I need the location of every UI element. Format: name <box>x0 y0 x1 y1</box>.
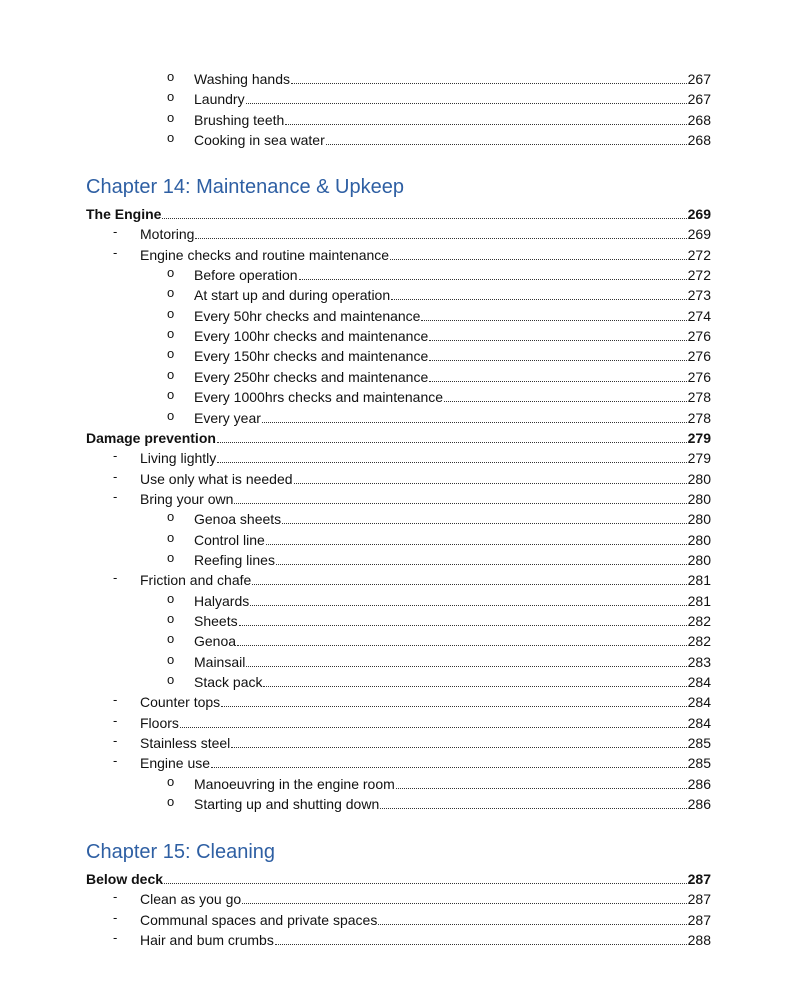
toc-entry-label: Every 50hr checks and maintenance <box>194 307 421 324</box>
toc-entry-page-number: 280 <box>687 551 711 568</box>
dot-leader <box>294 482 687 484</box>
toc-entry-page-number: 281 <box>687 572 711 589</box>
toc-entry[interactable] <box>113 243 711 263</box>
dot-leader <box>429 359 686 361</box>
toc-entry[interactable] <box>167 385 711 406</box>
hollow-bullet-icon: o <box>167 387 175 403</box>
hollow-bullet-icon: o <box>167 549 175 565</box>
toc-entry-page-number: 267 <box>687 91 711 108</box>
dot-leader <box>275 943 687 945</box>
hollow-bullet-icon: o <box>167 509 175 525</box>
toc-entry-label: Communal spaces and private spaces <box>140 911 378 928</box>
toc-entry-page-number: 273 <box>687 287 711 304</box>
toc-entry-label: Clean as you go <box>140 891 242 908</box>
dot-leader <box>195 237 686 239</box>
toc-entry[interactable] <box>167 87 711 108</box>
dot-leader <box>239 624 687 626</box>
hollow-bullet-icon: o <box>167 407 175 423</box>
dash-bullet-icon: - <box>113 733 118 749</box>
hollow-bullet-icon: o <box>167 672 175 688</box>
hollow-bullet-icon: o <box>167 631 175 647</box>
toc-entry-label: Sheets <box>194 613 238 629</box>
dot-leader <box>164 882 687 884</box>
dot-leader <box>396 787 687 789</box>
toc-entry-label: Every year <box>194 409 261 426</box>
dot-leader <box>378 923 686 925</box>
dot-leader <box>217 461 686 463</box>
hollow-bullet-icon: o <box>167 529 175 545</box>
toc-entry-label: Friction and chafe <box>140 572 252 589</box>
toc-section-entry[interactable] <box>86 867 711 887</box>
dot-leader <box>282 522 686 524</box>
toc-entry-label: Below deck <box>86 871 164 887</box>
toc-entry[interactable] <box>167 507 711 528</box>
dash-bullet-icon: - <box>113 468 118 484</box>
toc-entry-label: Washing hands <box>194 71 290 87</box>
chapter-15-heading: Chapter 15: Cleaning <box>86 841 276 863</box>
toc-entry-page-number: 287 <box>687 911 711 928</box>
hollow-bullet-icon: o <box>167 366 175 382</box>
dot-leader <box>252 583 686 585</box>
toc-entry[interactable] <box>167 528 711 548</box>
toc-entry-page-number: 268 <box>687 132 711 149</box>
dash-bullet-icon: - <box>113 753 118 769</box>
toc-entry[interactable] <box>113 751 711 772</box>
hollow-bullet-icon: o <box>167 611 175 626</box>
toc-entry-page-number: 287 <box>687 871 711 887</box>
toc-entry[interactable] <box>167 650 711 670</box>
toc-entry[interactable] <box>167 589 711 609</box>
toc-entry[interactable] <box>167 406 711 426</box>
toc-entry-page-number: 278 <box>687 389 711 406</box>
dash-bullet-icon: - <box>113 930 118 946</box>
dash-bullet-icon: - <box>113 889 118 905</box>
toc-entry-label: Mainsail <box>194 653 246 670</box>
toc-entry-page-number: 272 <box>687 246 711 263</box>
dot-leader <box>263 685 686 687</box>
toc-entry-label: Stack pack <box>194 674 263 691</box>
toc-entry-label: Floors <box>140 714 179 731</box>
toc-entry[interactable] <box>167 283 711 304</box>
toc-section-entry[interactable] <box>86 426 711 446</box>
toc-entry[interactable] <box>167 67 711 87</box>
toc-entry-label: Motoring <box>140 226 195 243</box>
dot-leader <box>211 766 687 768</box>
toc-entry-page-number: 284 <box>687 674 711 691</box>
toc-entry[interactable] <box>167 304 711 324</box>
hollow-bullet-icon: o <box>167 590 175 606</box>
toc-entry-label: Every 1000hrs checks and maintenance <box>194 389 444 406</box>
dot-leader <box>221 705 686 707</box>
toc-entry-label: Manoeuvring in the engine room <box>194 775 395 792</box>
toc-entry-label: Halyards <box>194 592 250 609</box>
toc-entry[interactable] <box>113 446 711 467</box>
hollow-bullet-icon: o <box>167 89 175 105</box>
toc-entry-page-number: 280 <box>687 490 711 507</box>
dot-leader <box>299 278 687 280</box>
toc-entry-page-number: 286 <box>687 775 711 792</box>
hollow-bullet-icon: o <box>167 265 175 281</box>
toc-entry-page-number: 269 <box>687 226 711 243</box>
dot-leader <box>231 746 686 748</box>
toc-entry-label: Living lightly <box>140 450 217 467</box>
toc-entry-label: Before operation <box>194 267 298 284</box>
toc-entry-label: Stainless steel <box>140 735 231 752</box>
toc-entry-label: Reefing lines <box>194 551 275 568</box>
toc-entry-label: Every 150hr checks and maintenance <box>194 348 429 365</box>
dash-bullet-icon: - <box>113 244 118 260</box>
toc-entry-page-number: 267 <box>687 71 711 87</box>
hollow-bullet-icon: o <box>167 305 175 321</box>
toc-entry-label: Every 250hr checks and maintenance <box>194 368 429 385</box>
chapter-14-heading: Chapter 14: Maintenance & Upkeep <box>86 176 404 198</box>
dot-leader <box>266 543 687 545</box>
toc-entry-label: Use only what is needed <box>140 470 293 487</box>
toc-entry[interactable] <box>113 731 711 752</box>
dash-bullet-icon: - <box>113 909 118 925</box>
toc-entry-page-number: 281 <box>687 592 711 609</box>
toc-entry-label: Counter tops <box>140 694 221 711</box>
toc-entry[interactable] <box>167 365 711 385</box>
dash-bullet-icon: - <box>113 712 118 728</box>
toc-entry-label: Every 100hr checks and maintenance <box>194 328 429 345</box>
toc-entry-page-number: 282 <box>687 633 711 650</box>
dot-leader <box>180 726 687 728</box>
dot-leader <box>429 339 686 341</box>
toc-entry[interactable] <box>167 128 711 149</box>
toc-entry[interactable] <box>167 792 711 813</box>
toc-entry-label: Engine use <box>140 755 211 772</box>
toc-entry-page-number: 282 <box>687 613 711 629</box>
toc-entry-page-number: 276 <box>687 348 711 365</box>
dot-leader <box>326 143 687 145</box>
toc-entry-page-number: 286 <box>687 796 711 813</box>
toc-entry-page-number: 285 <box>687 735 711 752</box>
hollow-bullet-icon: o <box>167 773 175 789</box>
dot-leader <box>291 82 687 84</box>
toc-entry[interactable] <box>113 887 711 908</box>
dot-leader <box>242 902 686 904</box>
toc-entry-page-number: 280 <box>687 470 711 487</box>
hollow-bullet-icon: o <box>167 130 175 146</box>
dash-bullet-icon: - <box>113 570 118 586</box>
hollow-bullet-icon: o <box>167 109 175 125</box>
toc-entry-page-number: 284 <box>687 694 711 711</box>
toc-entry-page-number: 280 <box>687 511 711 528</box>
toc-entry-page-number: 276 <box>687 328 711 345</box>
toc-entry-page-number: 283 <box>687 653 711 670</box>
toc-entry-page-number: 276 <box>687 368 711 385</box>
toc-entry-page-number: 269 <box>687 206 711 222</box>
toc-entry-page-number: 280 <box>687 531 711 548</box>
toc-entry[interactable] <box>113 467 711 487</box>
dash-bullet-icon: - <box>113 488 118 504</box>
toc-section-entry[interactable] <box>86 202 711 222</box>
toc-entry-page-number: 278 <box>687 409 711 426</box>
hollow-bullet-icon: o <box>167 346 175 362</box>
toc-entry-page-number: 279 <box>687 450 711 467</box>
toc-entry[interactable] <box>167 670 711 691</box>
dot-leader <box>162 217 686 219</box>
toc-entry[interactable] <box>113 908 711 928</box>
toc-entry[interactable] <box>167 629 711 650</box>
dot-leader <box>429 380 686 382</box>
toc-entry-label: Laundry <box>194 91 245 108</box>
toc-entry[interactable] <box>167 324 711 345</box>
toc-entry[interactable] <box>113 487 711 507</box>
dot-leader <box>262 421 687 423</box>
hollow-bullet-icon: o <box>167 651 175 667</box>
toc-entry-label: The Engine <box>86 206 162 222</box>
toc-entry-page-number: 285 <box>687 755 711 772</box>
toc-entry-page-number: 274 <box>687 307 711 324</box>
toc-entry-page-number: 287 <box>687 891 711 908</box>
toc-entry-label: Engine checks and routine maintenance <box>140 246 390 263</box>
toc-entry[interactable] <box>113 711 711 731</box>
dot-leader <box>217 441 687 443</box>
dash-bullet-icon: - <box>113 692 118 708</box>
dot-leader <box>391 298 687 300</box>
toc-entry[interactable] <box>167 108 711 128</box>
toc-entry-page-number: 288 <box>687 932 711 949</box>
toc-entry[interactable] <box>167 263 711 284</box>
toc-entry-label: Control line <box>194 531 265 548</box>
toc-entry[interactable] <box>167 548 711 568</box>
toc-entry-page-number: 268 <box>687 111 711 128</box>
toc-entry[interactable] <box>113 690 711 711</box>
toc-entry-page-number: 272 <box>687 267 711 284</box>
toc-entry[interactable] <box>167 772 711 792</box>
toc-entry-label: Genoa <box>194 633 237 650</box>
hollow-bullet-icon: o <box>167 326 175 342</box>
dot-leader <box>246 665 686 667</box>
toc-entry-label: Starting up and shutting down <box>194 796 380 813</box>
dot-leader <box>246 102 687 104</box>
toc-entry-label: Brushing teeth <box>194 111 285 128</box>
toc-entry[interactable] <box>113 928 711 949</box>
toc-entry-label: Hair and bum crumbs <box>140 932 274 949</box>
hollow-bullet-icon: o <box>167 285 175 301</box>
dot-leader <box>250 604 686 606</box>
dash-bullet-icon: - <box>113 224 118 240</box>
dot-leader <box>421 319 686 321</box>
hollow-bullet-icon: o <box>167 69 175 84</box>
dash-bullet-icon: - <box>113 448 118 464</box>
dot-leader <box>237 644 687 646</box>
toc-entry-label: At start up and during operation <box>194 287 391 304</box>
dot-leader <box>380 807 686 809</box>
toc-entry-label: Genoa sheets <box>194 511 282 528</box>
toc-entry-label: Damage prevention <box>86 429 216 446</box>
toc-entry-label: Cooking in sea water <box>194 132 325 149</box>
toc-entry-page-number: 284 <box>687 714 711 731</box>
toc-entry-page-number: 279 <box>687 429 711 446</box>
dot-leader <box>285 123 686 125</box>
toc-entry[interactable] <box>113 222 711 243</box>
dot-leader <box>390 258 687 260</box>
toc-entry-label: Bring your own <box>140 490 234 507</box>
dot-leader <box>444 400 687 402</box>
toc-entry[interactable] <box>167 344 711 365</box>
hollow-bullet-icon: o <box>167 794 175 810</box>
dot-leader <box>276 563 687 565</box>
toc-entry[interactable] <box>113 568 711 589</box>
toc-entry[interactable] <box>167 609 711 629</box>
dot-leader <box>234 502 686 504</box>
